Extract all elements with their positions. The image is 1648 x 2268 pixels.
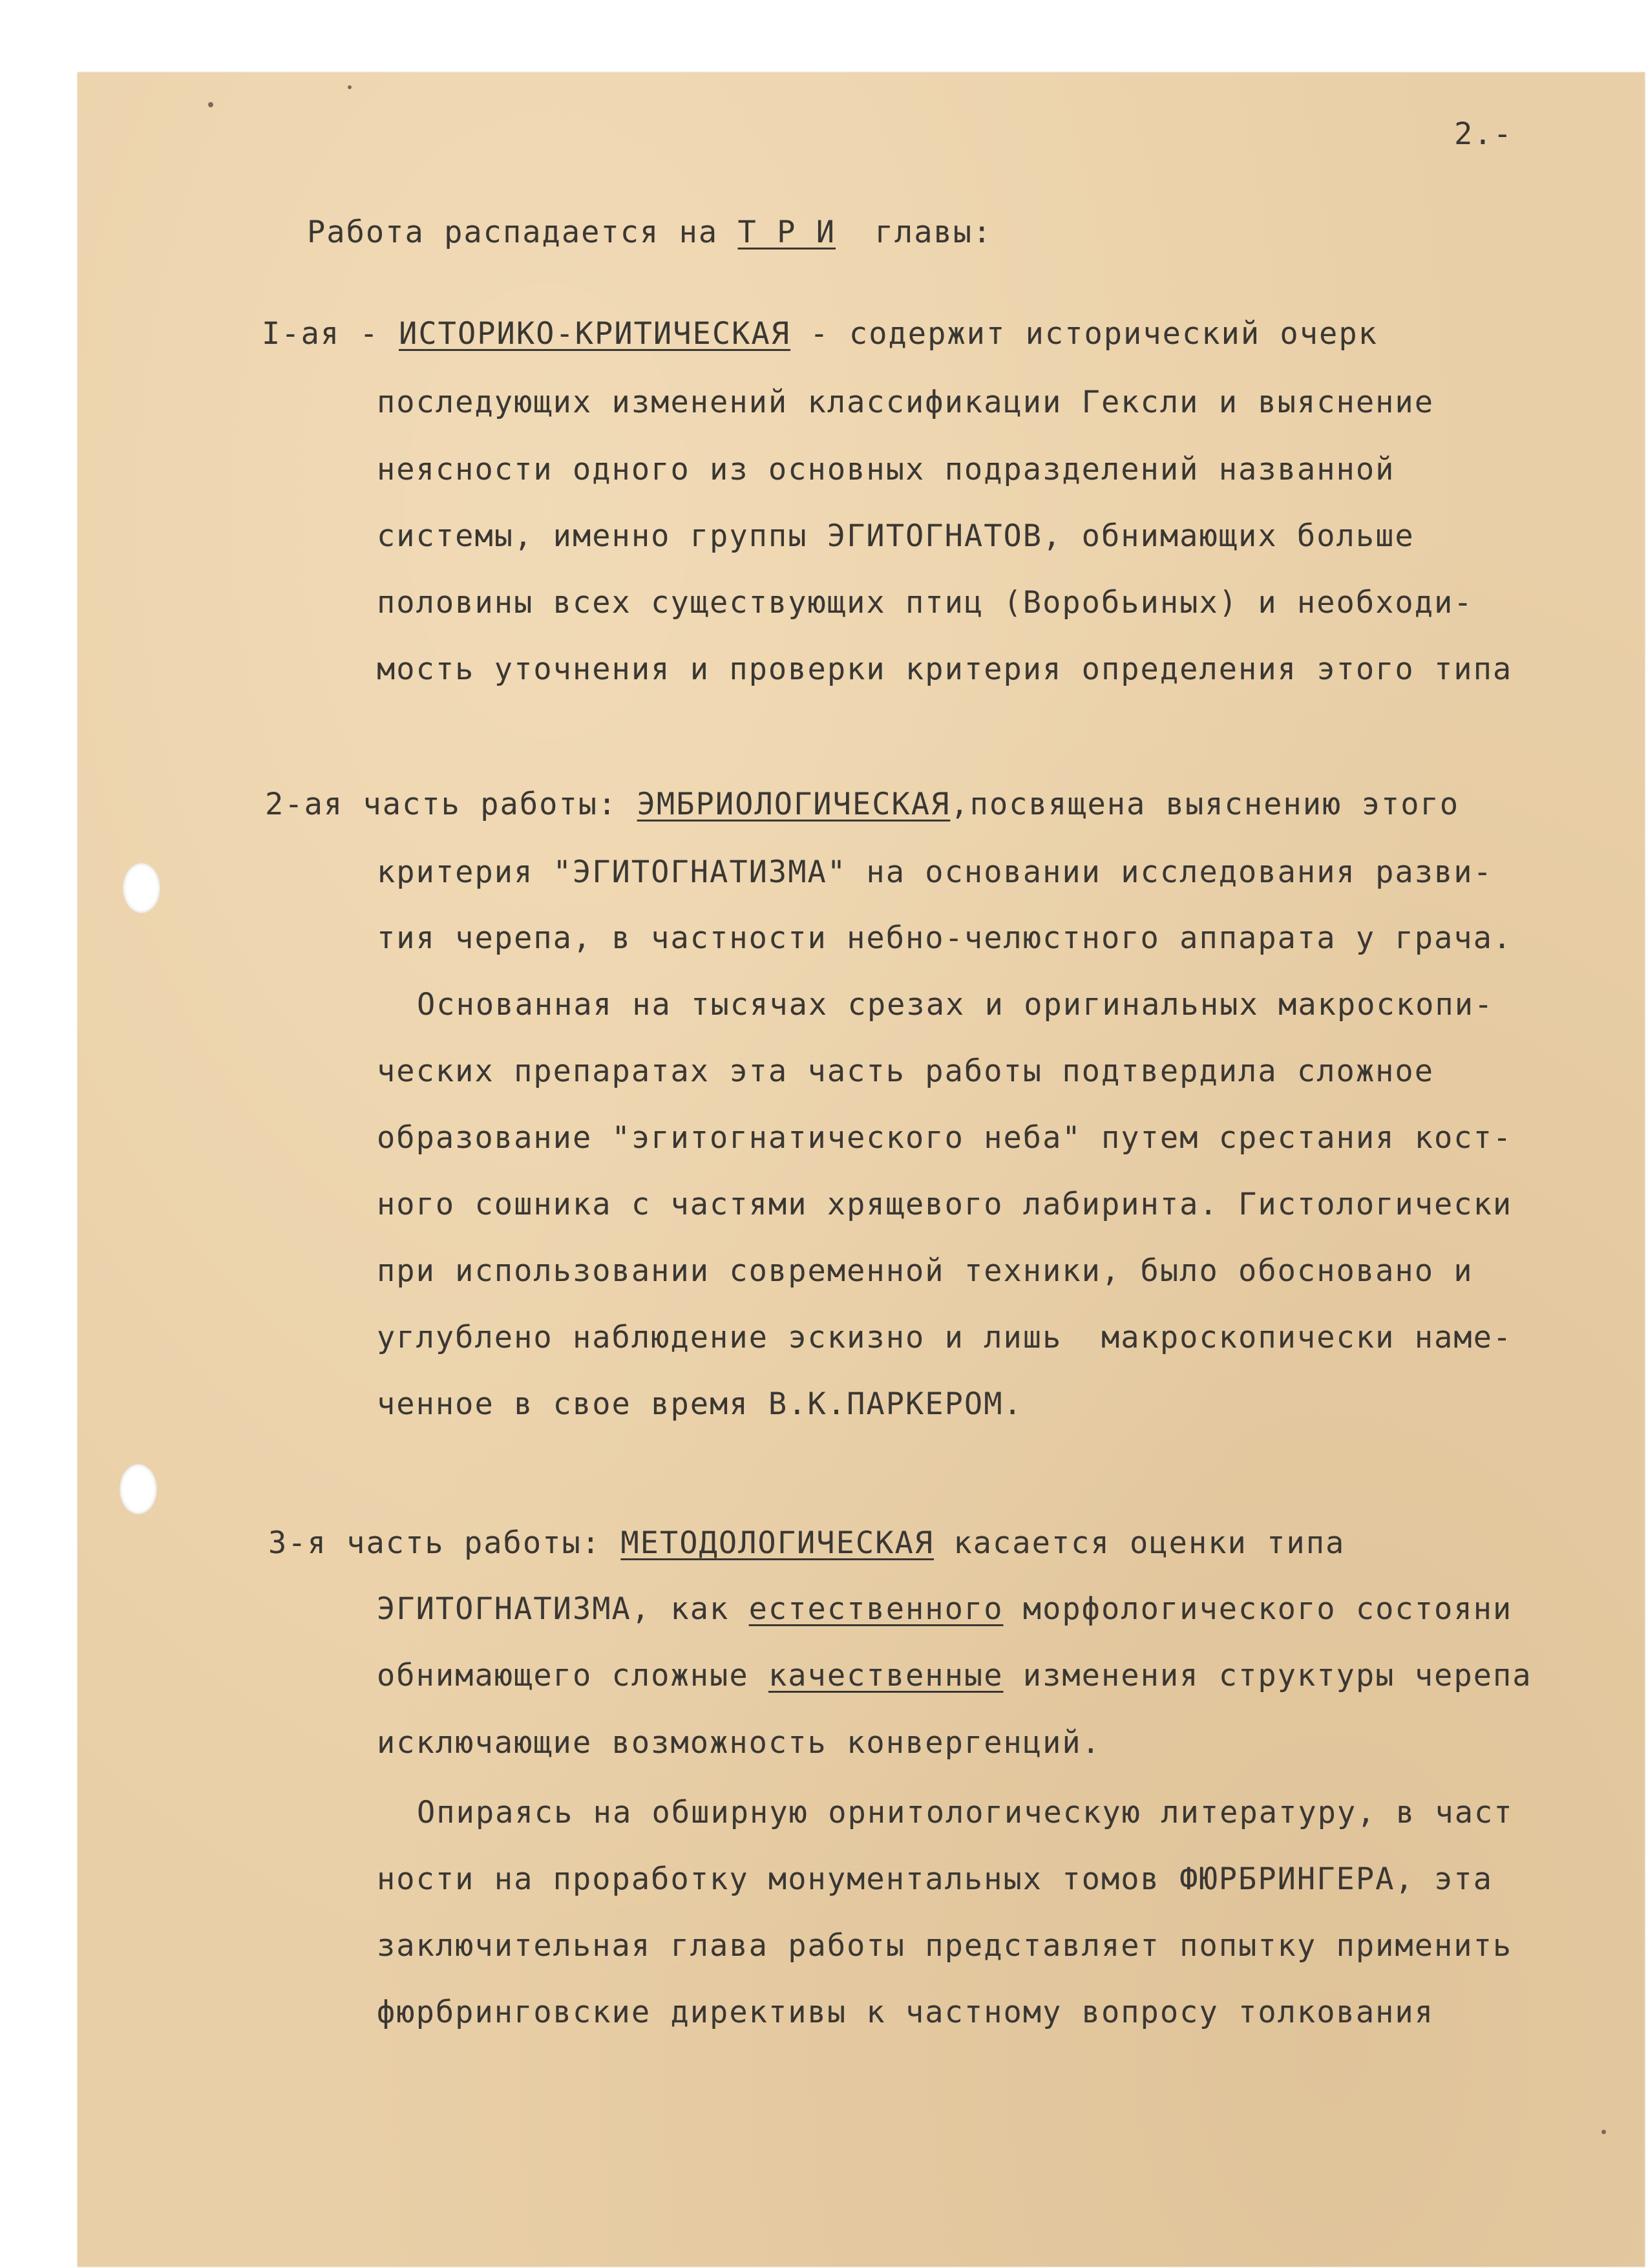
intro-emphasis: Т Р И	[737, 215, 836, 250]
part3-first-line	[268, 1524, 1345, 1563]
part3-line2-text-end: морфологического состояни	[1003, 1591, 1513, 1627]
part3-line	[377, 1590, 1512, 1629]
part1-first-rest: - содержит исторический очерк	[790, 316, 1378, 352]
part3-line3-text: обнимающего сложные	[377, 1658, 768, 1693]
part2-line: критерия "ЭГИТОГНАТИЗМА" на основании исследования разви-	[377, 854, 1493, 890]
part1-line: мость уточнения и проверки критерия определения этого типа	[377, 652, 1513, 687]
part3-line2-text: ЭГИТОГНАТИЗМА, как	[377, 1591, 749, 1627]
part3-line	[377, 1657, 1532, 1695]
part2-label: 2-ая часть работы:	[265, 787, 637, 822]
intro-text-end: главы:	[836, 215, 993, 250]
part2-line: ного сошника с частями хрящевого лабиринта. Гистологически	[377, 1187, 1513, 1222]
part3-line: Опираясь на обширную орнитологическую литературу, в част	[417, 1795, 1514, 1830]
part3-line3-text-end: изменения структуры черепа	[1003, 1658, 1532, 1693]
part3-line2-emphasis: естественного	[748, 1591, 1004, 1627]
part3-first-rest: касается оценки типа	[934, 1525, 1346, 1561]
part2-heading: ЭМБРИОЛОГИЧЕСКАЯ	[637, 787, 951, 822]
part1-label: I-ая -	[262, 316, 399, 352]
part2-line: ченное в свое время В.К.ПАРКЕРОМ.	[377, 1386, 1023, 1422]
part2-line: тия черепа, в частности небно-челюстного аппарата у грача.	[377, 920, 1513, 956]
part2-line: при использовании современной техники, было обосновано и	[377, 1253, 1474, 1289]
part1-heading: ИСТОРИКО-КРИТИЧЕСКАЯ	[399, 316, 791, 352]
part3-line: фюрбринговские директивы к частному вопросу толкования	[377, 1995, 1435, 2030]
part2-line: ческих препаратах эта часть работы подтвердила сложное	[377, 1054, 1435, 1089]
part2-first-rest: ,посвящена выяснению этого	[950, 787, 1460, 822]
part3-label: 3-я часть работы:	[268, 1525, 621, 1561]
part3-line: заключительная глава работы представляет попытку применить	[377, 1928, 1513, 1964]
part1-line: системы, именно группы ЭГИТОГНАТОВ, обнимающих больше	[377, 518, 1415, 554]
part2-line: Основанная на тысячах срезах и оригинальных макроскопи-	[417, 987, 1494, 1023]
part3-line3-emphasis: качественные	[768, 1658, 1004, 1693]
part1-first-line	[262, 315, 1378, 354]
page-number: 2.-	[1454, 116, 1513, 152]
part1-line: последующих изменений классификации Гексли и выяснение	[377, 385, 1435, 420]
part3-line: исключающие возможность конвергенций.	[377, 1725, 1101, 1761]
intro-line	[307, 213, 992, 252]
part3-line: ности на проработку монументальных томов ФЮРБРИНГЕРА, эта	[377, 1861, 1493, 1897]
part2-first-line	[265, 785, 1459, 824]
part1-line: половины всех существующих птиц (Воробьиных) и необходи-	[377, 585, 1474, 620]
part3-heading: МЕТОДОЛОГИЧЕСКАЯ	[620, 1525, 935, 1561]
part2-line: образование "эгитогнатического неба" путем срестания кост-	[377, 1120, 1513, 1156]
intro-text: Работа распадается на	[307, 215, 738, 250]
part1-line: неясности одного из основных подразделений названной	[377, 452, 1395, 487]
part2-line: углублено наблюдение эскизно и лишь макроскопически наме-	[377, 1320, 1513, 1355]
